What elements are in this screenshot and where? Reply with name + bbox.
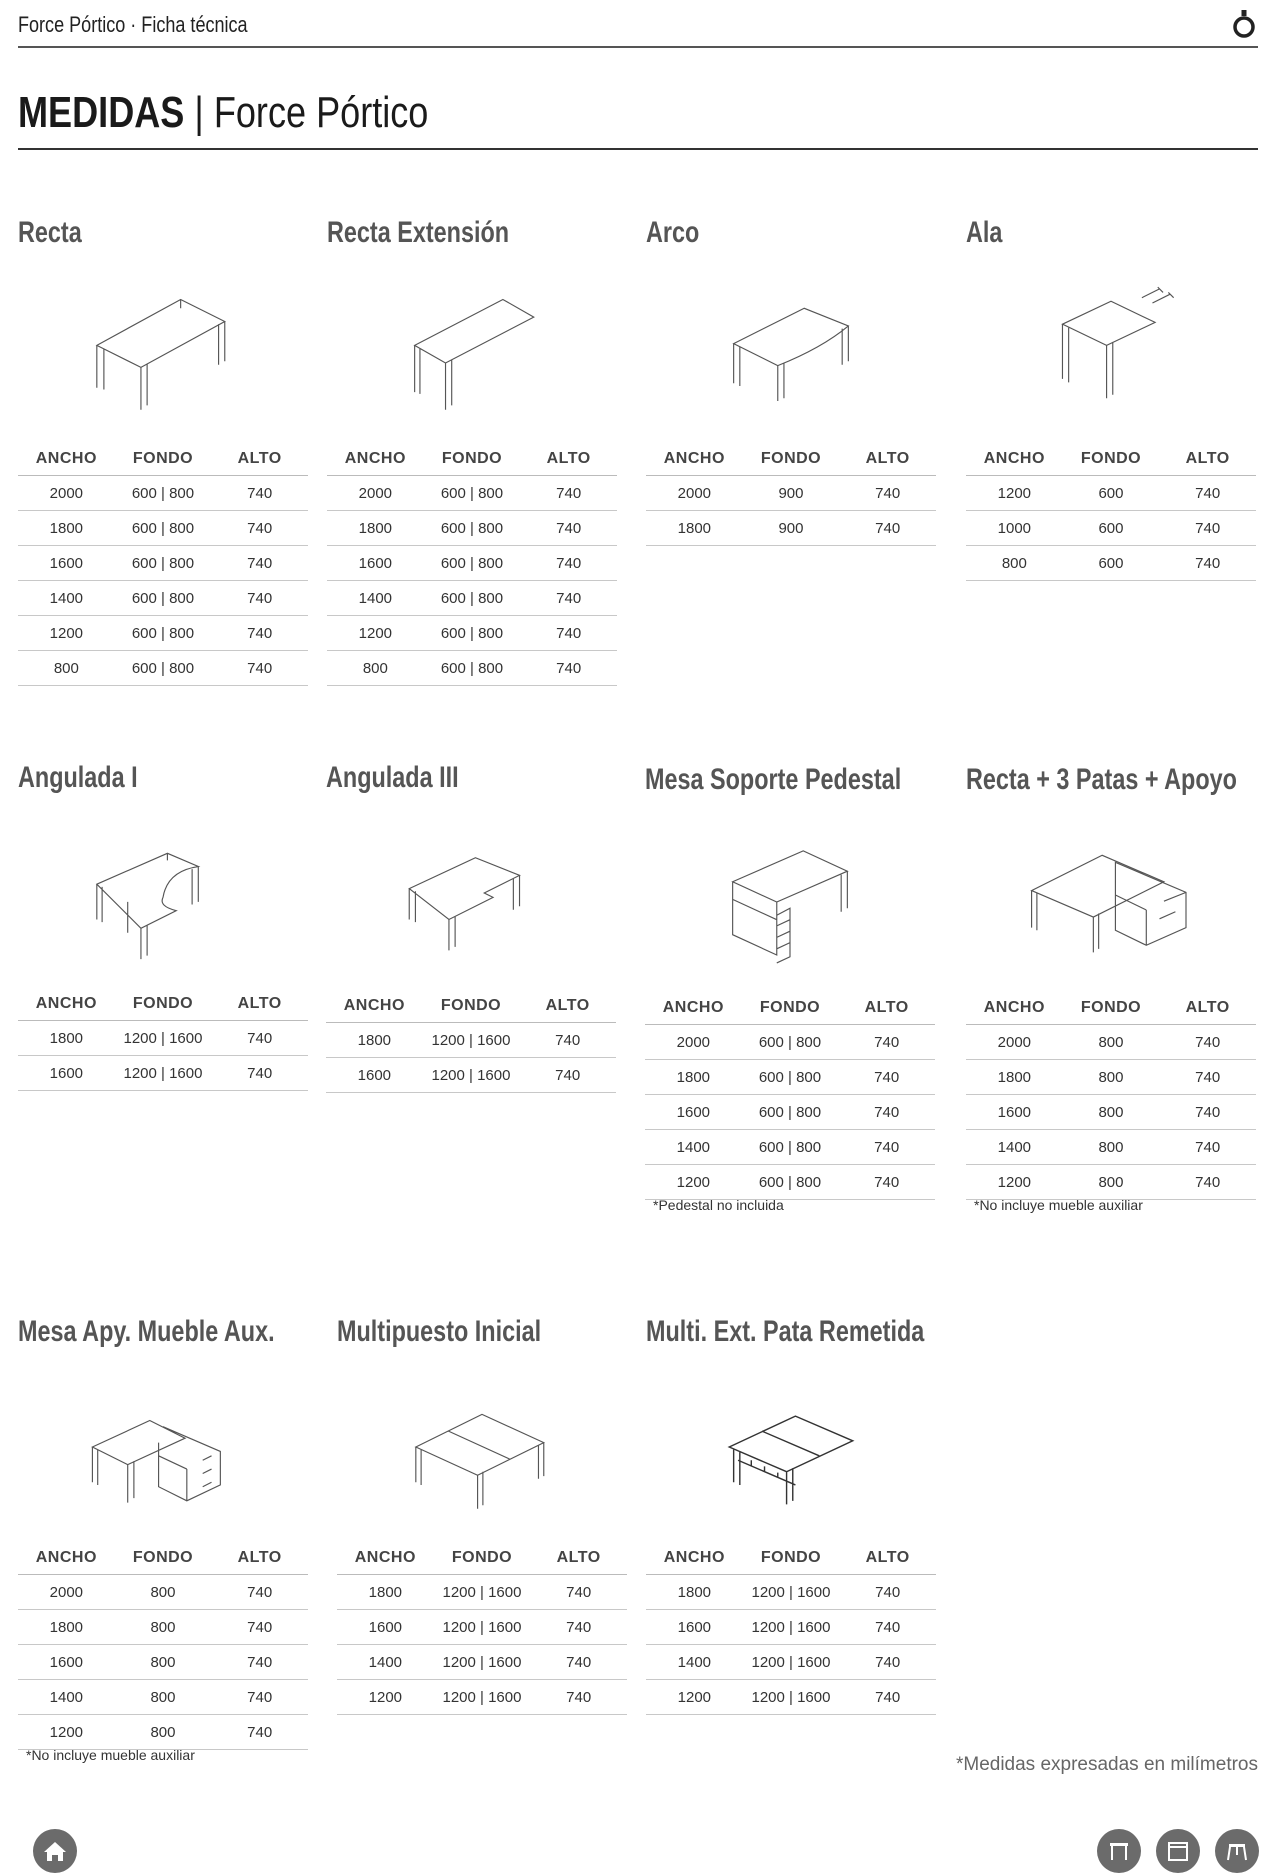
- table-cell: 740: [1159, 1025, 1256, 1060]
- table-row: [645, 1095, 935, 1130]
- header-title: Force Pórtico · Ficha técnica: [18, 12, 248, 37]
- table-cell: 740: [1159, 1060, 1256, 1095]
- section-note: *No incluye mueble auxiliar: [26, 1747, 195, 1763]
- column-header-alto: ALTO: [839, 1542, 936, 1575]
- table-cell: 600 | 800: [115, 546, 212, 581]
- desk-illustration-icon: [337, 1372, 627, 1522]
- table-cell: 1200 | 1600: [434, 1575, 531, 1610]
- section-title: Recta + 3 Patas + Apoyo: [966, 763, 1237, 796]
- column-header-alto: ALTO: [838, 992, 935, 1025]
- column-header-alto: ALTO: [211, 988, 308, 1021]
- table-row: [646, 511, 936, 546]
- table-row: [18, 616, 308, 651]
- table-cell: 740: [839, 511, 936, 546]
- table-cell: 740: [519, 1058, 616, 1093]
- table-cell: 600 | 800: [742, 1165, 839, 1200]
- desk-illustration-icon: [966, 820, 1256, 970]
- column-header-fondo: FONDO: [742, 992, 839, 1025]
- table-row: [337, 1575, 627, 1610]
- table-cell: 1600: [646, 1610, 743, 1645]
- table-cell: 740: [1159, 1130, 1256, 1165]
- dimensions-table: [18, 443, 308, 686]
- section-9: [18, 1312, 308, 1763]
- table-cell: 1600: [327, 546, 424, 581]
- table-cell: 2000: [645, 1025, 742, 1060]
- table-cell: 1000: [966, 511, 1063, 546]
- table-header-row: [966, 443, 1256, 476]
- table-cell: 1200 | 1600: [743, 1610, 840, 1645]
- table-cell: 1200 | 1600: [115, 1021, 212, 1056]
- table-row: [966, 1130, 1256, 1165]
- table-cell: 740: [211, 476, 308, 511]
- table-row: [337, 1645, 627, 1680]
- table-row: [337, 1610, 627, 1645]
- table-cell: 1200 | 1600: [434, 1645, 531, 1680]
- table-header-row: [326, 990, 616, 1023]
- dimensions-table: [327, 443, 617, 686]
- dimensions-table: [326, 990, 616, 1093]
- section-8: [966, 760, 1256, 1213]
- table-cell: 740: [839, 1610, 936, 1645]
- dimensions-table: [337, 1542, 627, 1715]
- page-title-bold: MEDIDAS: [18, 88, 185, 137]
- table-cell: 740: [211, 651, 308, 686]
- table-cell: 600 | 800: [115, 651, 212, 686]
- column-header-fondo: FONDO: [423, 990, 520, 1023]
- table-row: [966, 546, 1256, 581]
- dimensions-table: [645, 992, 935, 1200]
- table-cell: 600 | 800: [424, 546, 521, 581]
- column-header-fondo: FONDO: [115, 1542, 212, 1575]
- table-cell: 1800: [646, 1575, 743, 1610]
- section-title: Multipuesto Inicial: [337, 1315, 542, 1348]
- table-cell: 600 | 800: [742, 1130, 839, 1165]
- table-cell: 600 | 800: [424, 616, 521, 651]
- table-cell: 1400: [337, 1645, 434, 1680]
- table-cell: 740: [1159, 1165, 1256, 1200]
- table-cell: 1800: [18, 1021, 115, 1056]
- table-cell: 600: [1063, 546, 1160, 581]
- table-cell: 900: [743, 511, 840, 546]
- table-cell: 740: [530, 1575, 627, 1610]
- table-header-row: [18, 988, 308, 1021]
- section-title: Angulada III: [326, 761, 459, 794]
- desk-front-button[interactable]: [1097, 1829, 1141, 1873]
- table-cell: 2000: [646, 476, 743, 511]
- dimensions-table: [646, 443, 936, 546]
- table-cell: 800: [327, 651, 424, 686]
- table-row: [966, 511, 1256, 546]
- table-cell: 1800: [966, 1060, 1063, 1095]
- desk-illustration-icon: [646, 1372, 936, 1522]
- home-icon: [33, 1829, 77, 1873]
- table-cell: 740: [838, 1130, 935, 1165]
- header: [18, 8, 1258, 48]
- home-button[interactable]: [33, 1829, 77, 1873]
- table-row: [18, 511, 308, 546]
- section-title: Recta: [18, 216, 82, 249]
- table-cell: 600: [1063, 476, 1160, 511]
- table-row: [337, 1680, 627, 1715]
- table-row: [18, 651, 308, 686]
- desk-illustration-icon: [327, 273, 617, 423]
- table-cell: 740: [519, 1023, 616, 1058]
- table-row: [646, 1575, 936, 1610]
- table-cell: 800: [18, 651, 115, 686]
- table-header-row: [646, 443, 936, 476]
- table-row: [327, 581, 617, 616]
- table-cell: 600 | 800: [115, 476, 212, 511]
- section-2: [327, 213, 617, 677]
- table-row: [327, 651, 617, 686]
- table-cell: 600 | 800: [424, 511, 521, 546]
- table-cell: 1200 | 1600: [115, 1056, 212, 1091]
- table-cell: 740: [530, 1680, 627, 1715]
- column-header-fondo: FONDO: [1063, 443, 1160, 476]
- table-cell: 800: [115, 1575, 212, 1610]
- section-7: [645, 760, 935, 1213]
- table-cell: 1600: [18, 1056, 115, 1091]
- table-cell: 740: [520, 651, 617, 686]
- column-header-fondo: FONDO: [743, 443, 840, 476]
- table-row: [646, 1680, 936, 1715]
- brand-logo-icon: [1230, 8, 1258, 42]
- table-cell: 1800: [645, 1060, 742, 1095]
- desk-illustration-icon: [966, 273, 1256, 423]
- table-row: [18, 1575, 308, 1610]
- table-row: [646, 476, 936, 511]
- table-cell: 740: [211, 511, 308, 546]
- table-cell: 1800: [326, 1023, 423, 1058]
- column-header-fondo: FONDO: [115, 988, 212, 1021]
- table-cell: 800: [115, 1610, 212, 1645]
- page-title-row: [18, 80, 1258, 150]
- column-header-fondo: FONDO: [1063, 992, 1160, 1025]
- table-header-row: [645, 992, 935, 1025]
- table-cell: 740: [838, 1025, 935, 1060]
- table-cell: 1200: [645, 1165, 742, 1200]
- dimensions-table: [646, 1542, 936, 1715]
- table-cell: 740: [211, 1680, 308, 1715]
- table-cell: 740: [530, 1610, 627, 1645]
- table-header-row: [18, 1542, 308, 1575]
- table-row: [18, 1610, 308, 1645]
- desk-illustration-icon: [645, 820, 935, 970]
- table-cell: 740: [520, 581, 617, 616]
- section-11: [646, 1312, 936, 1706]
- table-cell: 740: [839, 1645, 936, 1680]
- column-header-alto: ALTO: [839, 443, 936, 476]
- table-cell: 1200: [966, 1165, 1063, 1200]
- table-cell: 1400: [18, 581, 115, 616]
- table-cell: 740: [520, 546, 617, 581]
- table-cell: 740: [520, 616, 617, 651]
- table-cell: 1200: [966, 476, 1063, 511]
- table-row: [18, 1021, 308, 1056]
- table-row: [18, 476, 308, 511]
- column-header-ancho: ANCHO: [18, 988, 115, 1021]
- table-cell: 600 | 800: [424, 581, 521, 616]
- table-row: [966, 1165, 1256, 1200]
- column-header-ancho: ANCHO: [327, 443, 424, 476]
- column-header-fondo: FONDO: [434, 1542, 531, 1575]
- table-cell: 600 | 800: [115, 511, 212, 546]
- dimensions-table: [18, 988, 308, 1091]
- table-cell: 800: [1063, 1130, 1160, 1165]
- desk-illustration-icon: [18, 1372, 308, 1522]
- table-cell: 1600: [966, 1095, 1063, 1130]
- table-cell: 2000: [327, 476, 424, 511]
- column-header-alto: ALTO: [1159, 443, 1256, 476]
- column-header-alto: ALTO: [519, 990, 616, 1023]
- column-header-ancho: ANCHO: [18, 443, 115, 476]
- table-row: [646, 1645, 936, 1680]
- desk-illustration-icon: [18, 818, 308, 968]
- table-cell: 1200 | 1600: [743, 1575, 840, 1610]
- table-header-row: [18, 443, 308, 476]
- table-row: [326, 1058, 616, 1093]
- table-row: [18, 581, 308, 616]
- table-header-row: [966, 992, 1256, 1025]
- table-cell: 1400: [966, 1130, 1063, 1165]
- column-header-fondo: FONDO: [115, 443, 212, 476]
- table-row: [327, 546, 617, 581]
- table-cell: 1200 | 1600: [743, 1680, 840, 1715]
- table-row: [18, 546, 308, 581]
- table-cell: 740: [1159, 511, 1256, 546]
- table-cell: 1200 | 1600: [434, 1610, 531, 1645]
- page-title-separator: |: [194, 88, 204, 137]
- section-6: [326, 758, 616, 1084]
- table-header-row: [327, 443, 617, 476]
- table-cell: 600 | 800: [424, 476, 521, 511]
- chair-icon: [1215, 1829, 1259, 1873]
- section-title: Arco: [646, 216, 700, 249]
- table-row: [966, 1060, 1256, 1095]
- table-row: [645, 1025, 935, 1060]
- table-cell: 1200: [646, 1680, 743, 1715]
- table-cell: 800: [1063, 1025, 1160, 1060]
- table-cell: 1600: [337, 1610, 434, 1645]
- table-cell: 740: [838, 1165, 935, 1200]
- table-cell: 1200 | 1600: [743, 1645, 840, 1680]
- table-cell: 800: [1063, 1060, 1160, 1095]
- table-cell: 740: [839, 1680, 936, 1715]
- table-cell: 1200: [18, 616, 115, 651]
- column-header-fondo: FONDO: [424, 443, 521, 476]
- section-title: Angulada I: [18, 761, 138, 794]
- table-row: [966, 1095, 1256, 1130]
- units-footnote: *Medidas expresadas en milímetros: [955, 1754, 1258, 1775]
- table-cell: 1800: [337, 1575, 434, 1610]
- table-cell: 1600: [326, 1058, 423, 1093]
- table-row: [18, 1645, 308, 1680]
- table-cell: 1600: [18, 1645, 115, 1680]
- table-cell: 1200: [337, 1680, 434, 1715]
- table-cell: 1800: [327, 511, 424, 546]
- table-cell: 1800: [18, 511, 115, 546]
- table-cell: 1400: [646, 1645, 743, 1680]
- section-1: [18, 213, 308, 677]
- table-cell: 1600: [18, 546, 115, 581]
- section-title: Recta Extensión: [327, 216, 510, 249]
- table-row: [18, 1715, 308, 1750]
- table-row: [966, 1025, 1256, 1060]
- table-cell: 1200 | 1600: [423, 1058, 520, 1093]
- page-title-sub: Force Pórtico: [213, 88, 429, 137]
- section-10: [337, 1312, 627, 1706]
- column-header-ancho: ANCHO: [645, 992, 742, 1025]
- desk-illustration-icon: [646, 273, 936, 423]
- section-3: [646, 213, 936, 537]
- table-cell: 740: [211, 1610, 308, 1645]
- table-cell: 740: [839, 476, 936, 511]
- column-header-ancho: ANCHO: [646, 1542, 743, 1575]
- table-cell: 600 | 800: [115, 616, 212, 651]
- table-row: [18, 1056, 308, 1091]
- table-cell: 600 | 800: [424, 651, 521, 686]
- table-row: [327, 616, 617, 651]
- table-cell: 800: [115, 1680, 212, 1715]
- table-cell: 740: [839, 1575, 936, 1610]
- table-row: [645, 1060, 935, 1095]
- table-cell: 1200 | 1600: [423, 1023, 520, 1058]
- table-cell: 740: [530, 1645, 627, 1680]
- table-row: [18, 1680, 308, 1715]
- table-cell: 1200: [327, 616, 424, 651]
- desk-square-button[interactable]: [1156, 1829, 1200, 1873]
- section-note: *Pedestal no incluida: [653, 1197, 784, 1213]
- table-cell: 600 | 800: [115, 581, 212, 616]
- desk-front-icon: [1097, 1829, 1141, 1873]
- chair-button[interactable]: [1215, 1829, 1259, 1873]
- table-cell: 740: [1159, 546, 1256, 581]
- page-title: [18, 88, 428, 138]
- column-header-fondo: FONDO: [743, 1542, 840, 1575]
- column-header-ancho: ANCHO: [966, 443, 1063, 476]
- table-cell: 1600: [645, 1095, 742, 1130]
- table-cell: 1200 | 1600: [434, 1680, 531, 1715]
- table-cell: 800: [1063, 1095, 1160, 1130]
- table-cell: 740: [1159, 476, 1256, 511]
- table-row: [646, 1610, 936, 1645]
- desk-square-icon: [1156, 1829, 1200, 1873]
- dimensions-table: [966, 443, 1256, 581]
- table-cell: 1400: [645, 1130, 742, 1165]
- table-row: [326, 1023, 616, 1058]
- table-cell: 800: [115, 1645, 212, 1680]
- table-cell: 900: [743, 476, 840, 511]
- table-cell: 740: [838, 1060, 935, 1095]
- table-header-row: [337, 1542, 627, 1575]
- table-header-row: [646, 1542, 936, 1575]
- column-header-ancho: ANCHO: [18, 1542, 115, 1575]
- table-cell: 740: [211, 1575, 308, 1610]
- section-title: Mesa Apy. Mueble Aux.: [18, 1315, 275, 1348]
- table-cell: 600 | 800: [742, 1095, 839, 1130]
- table-cell: 740: [211, 581, 308, 616]
- table-cell: 740: [211, 1715, 308, 1750]
- table-cell: 740: [520, 511, 617, 546]
- table-cell: 1800: [18, 1610, 115, 1645]
- table-cell: 740: [1159, 1095, 1256, 1130]
- table-cell: 1400: [327, 581, 424, 616]
- table-cell: 800: [1063, 1165, 1160, 1200]
- table-cell: 2000: [18, 1575, 115, 1610]
- column-header-alto: ALTO: [530, 1542, 627, 1575]
- column-header-ancho: ANCHO: [966, 992, 1063, 1025]
- column-header-alto: ALTO: [211, 1542, 308, 1575]
- column-header-ancho: ANCHO: [326, 990, 423, 1023]
- section-4: [966, 213, 1256, 572]
- table-cell: 2000: [18, 476, 115, 511]
- section-5: [18, 758, 308, 1082]
- table-cell: 740: [838, 1095, 935, 1130]
- table-cell: 740: [211, 1056, 308, 1091]
- column-header-alto: ALTO: [211, 443, 308, 476]
- column-header-alto: ALTO: [520, 443, 617, 476]
- dimensions-table: [18, 1542, 308, 1750]
- dimensions-table: [966, 992, 1256, 1200]
- table-cell: 1800: [646, 511, 743, 546]
- section-title: Mesa Soporte Pedestal: [645, 763, 902, 796]
- table-cell: 740: [211, 546, 308, 581]
- table-row: [327, 476, 617, 511]
- table-cell: 600: [1063, 511, 1160, 546]
- column-header-ancho: ANCHO: [337, 1542, 434, 1575]
- desk-illustration-icon: [18, 273, 308, 423]
- table-cell: 2000: [966, 1025, 1063, 1060]
- section-title: Ala: [966, 216, 1003, 249]
- table-cell: 600 | 800: [742, 1060, 839, 1095]
- table-cell: 740: [520, 476, 617, 511]
- section-note: *No incluye mueble auxiliar: [974, 1197, 1143, 1213]
- table-cell: 600 | 800: [742, 1025, 839, 1060]
- table-row: [327, 511, 617, 546]
- table-cell: 740: [211, 1021, 308, 1056]
- desk-illustration-icon: [326, 818, 616, 968]
- table-cell: 800: [966, 546, 1063, 581]
- section-title: Multi. Ext. Pata Remetida: [646, 1315, 925, 1348]
- table-cell: 740: [211, 1645, 308, 1680]
- table-cell: 1400: [18, 1680, 115, 1715]
- column-header-ancho: ANCHO: [646, 443, 743, 476]
- table-cell: 740: [211, 616, 308, 651]
- table-cell: 1200: [18, 1715, 115, 1750]
- table-row: [966, 476, 1256, 511]
- table-cell: 800: [115, 1715, 212, 1750]
- table-row: [645, 1130, 935, 1165]
- table-row: [645, 1165, 935, 1200]
- column-header-alto: ALTO: [1159, 992, 1256, 1025]
